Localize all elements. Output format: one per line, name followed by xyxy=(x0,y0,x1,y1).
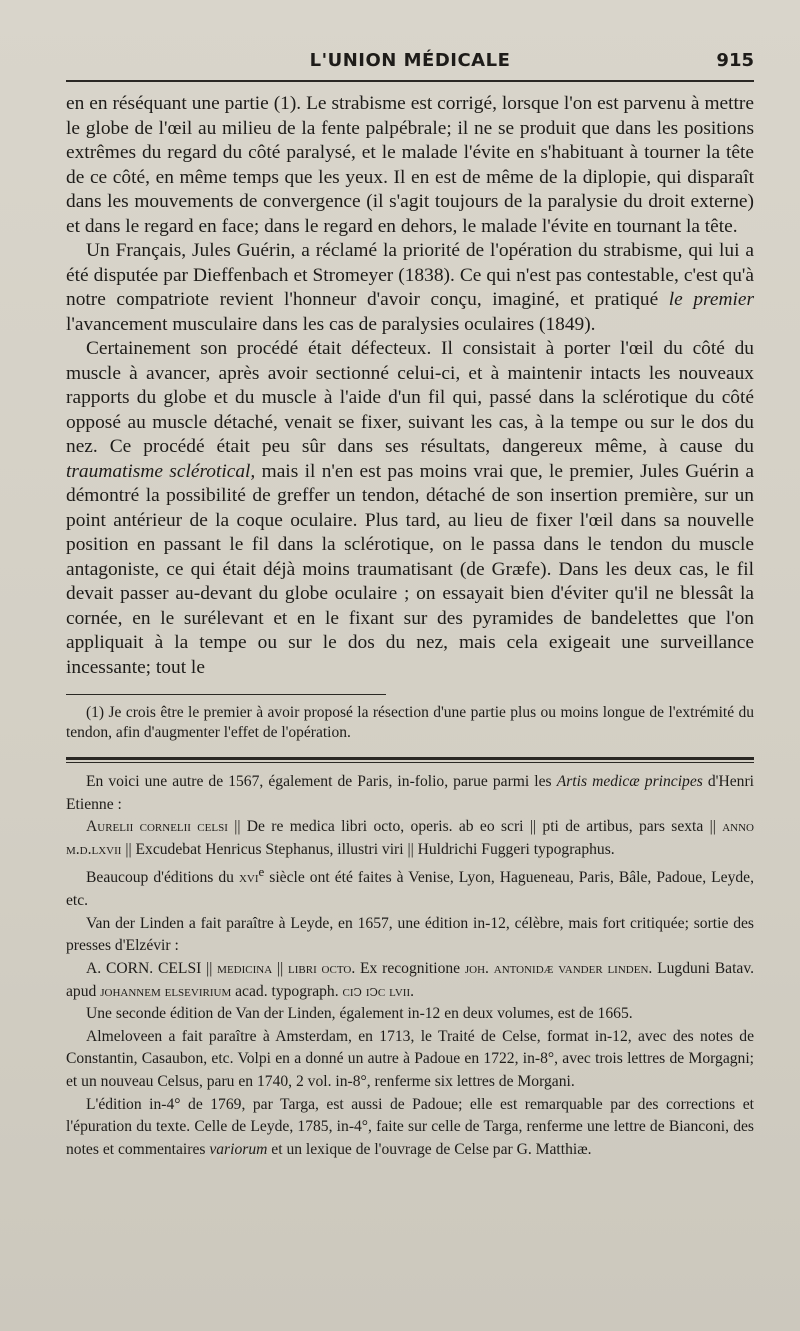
footnote-rule xyxy=(66,694,386,695)
bib-entry-5-text-e: acad. typograph. xyxy=(231,982,343,1000)
bib-entry-2-text-c: || Excudebat Henricus Stephanus, illustri viri || Huldrichi Fuggeri typographus. xyxy=(121,840,615,858)
main-text xyxy=(66,92,754,680)
bib-entry-1-text-b: d'Henri Etienne : xyxy=(66,773,754,813)
bib-entry-5-sc-2: libri octo xyxy=(288,959,352,977)
paragraph-3 xyxy=(66,337,754,680)
bib-entry-3 xyxy=(66,861,754,912)
paragraph-2-emphasis: le premier xyxy=(668,289,754,310)
paragraph-3-text-b: mais il n'en est pas moins vrai que, le premier, Jules Guérin a démontré la possibilité de greffer un tendon, détaché de son insertion première, sur un point antérieur de la coque oculaire. Plus tard, au lieu de fixer l'œil dans sa nouvelle position en passant le fil dans la sclérotique, on le passa dans le tendon du muscle antagoniste, ce qui était déjà moins traumatisant (de Græfe). Dans les deux cas, le fil devait passer au-devant du globe oculaire ; on essayait bien d'éviter qu'il ne blessât la cornée, en le surélevant et en le fixant sur des pyramides de bandelettes que l'on appliquait à la tempe ou sur le dos du nez, mais cela exigeait une surveillance incessante; tout le xyxy=(66,460,754,678)
bib-entry-2-text-b: || De re medica libri octo, operis. ab eo scri || pti de artibus, pars sexta || xyxy=(227,818,723,836)
page-header xyxy=(66,44,754,82)
bib-entry-4: Van der Linden a fait paraître à Leyde, en 1657, une édition in-12, célèbre, mais fort critiquée; sortie des presses d'Elzévir : xyxy=(66,914,754,955)
bib-entry-5-sc-3: joh. antonidæ vander linden xyxy=(464,959,649,977)
bib-entry-1-text-a: En voici une autre de 1567, également de Paris, in-folio, parue parmi les xyxy=(86,773,557,790)
bib-entry-8 xyxy=(66,1094,754,1162)
bib-entry-5 xyxy=(66,958,754,1003)
paragraph-2 xyxy=(66,239,754,337)
bib-entry-5-sc-5: ciↄ iↄc lvii xyxy=(342,982,411,1000)
bib-entry-2-smallcaps: Aurelii cornelii celsi xyxy=(86,818,228,836)
bib-entry-8-emphasis: variorum xyxy=(209,1140,268,1158)
page-number: 915 xyxy=(716,50,754,71)
bib-entry-5-text-c: . Ex recognitione xyxy=(351,959,465,977)
paragraph-2-text-b: l'avancement musculaire dans les cas de paralysies oculaires (1849). xyxy=(66,313,596,335)
bib-entry-5-text-b: || xyxy=(272,959,289,977)
bib-entry-8-text-a: L'édition in-4° de 1769, par Targa, est aussi de Padoue; elle est remarquable par des corrections et l'épuration du texte. Celle de Leyde, 1785, in-4°, faite sur celle de Targa, renferme une lettre de Bianconi, des notes et commentaires xyxy=(66,1095,754,1158)
bib-entry-5-sc-4: johannem elsevirium xyxy=(100,982,232,1000)
bib-entry-2-smallcaps-2: anno m.d.lxvii xyxy=(66,818,754,858)
bib-entry-3-text-b: siècle ont été faites à Venise, Lyon, Hagueneau, Paris, Bâle, Padoue, Leyde, etc. xyxy=(66,869,754,910)
bib-entry-1-emphasis: Artis medicæ principes xyxy=(556,773,703,790)
running-title: L'UNION MÉDICALE xyxy=(309,50,511,71)
bib-entry-3-century: xvi xyxy=(238,869,259,887)
bib-entry-3-sup: e xyxy=(258,864,265,880)
section-divider xyxy=(66,757,754,763)
paragraph-3-emphasis: traumatisme sclérotical, xyxy=(66,460,256,482)
bib-entry-1 xyxy=(66,771,754,816)
bib-entry-5-sc-1: medicina xyxy=(217,959,273,977)
bib-entry-7: Almeloveen a fait paraître à Amsterdam, en 1713, le Traité de Celse, format in-12, avec des notes de Constantin, Casaubon, etc. Volpi en a donné un autre à Padoue en 1722, in-8°, avec trois lettres de Morgagni; et un nouveau Celsus, paru en 1740, 2 vol. in-8°, renferme six lettres de Morgani. xyxy=(66,1027,754,1090)
bib-entry-6: Une seconde édition de Van der Linden, également in-12 en deux volumes, est de 1665. xyxy=(86,1005,633,1023)
paragraph-3-text-a: Certainement son procédé était défecteux. Il consistait à porter l'œil du côté du muscle à avancer, après avoir sectionné celui-ci, et à maintenir intacts les nouveaux rapports du globe et du muscle à l'aide d'un fil qui, passé dans la sclérotique du côté opposé au muscle détaché, venait se fixer, suivant les cas, à la tempe ou sur le dos du nez. Ce procédé était peu sûr dans ses résultats, dangereux même, à cause du xyxy=(66,338,754,457)
bib-entry-3-text-a: Beaucoup d'éditions du xyxy=(86,869,239,887)
bib-entry-8-text-b: et un lexique de l'ouvrage de Celse par G. Matthiæ. xyxy=(267,1140,592,1158)
bib-entry-2 xyxy=(66,816,754,861)
footnote: (1) Je crois être le premier à avoir proposé la résection d'une partie plus ou moins longue de l'extrémité du tendon, afin d'augmenter l'effet de l'opération. xyxy=(66,704,754,741)
bibliography-section xyxy=(66,771,754,1161)
bib-entry-5-text-d: . Lugduni Batav. apud xyxy=(66,959,755,1000)
paragraph-2-text-a: Un Français, Jules Guérin, a réclamé la priorité de l'opération du strabisme, qui lui a été disputée par Dieffenbach et Stromeyer (1838). Ce qui n'est pas contestable, c'est qu'à notre compatriote revient l'honneur d'avoir conçu, imaginé, et pratiqué xyxy=(66,240,754,310)
bib-entry-5-text-a: A. CORN. CELSI || xyxy=(86,959,218,977)
paragraph-1: en en réséquant une partie (1). Le strabisme est corrigé, lorsque l'on est parvenu à mettre le globe de l'œil au milieu de la fente palpébrale; il ne se produit que dans les positions extrêmes du regard du côté paralysé, et le malade l'évite en s'habituant à tourner la tête de ce côté, en même temps que les yeux. Il en est de même de la diplopie, qui disparaît dans les mouvements de convergence (il s'agit toujours de la paralysie du droit externe) et dans le regard en face; dans le regard en dehors, le malade l'évite en tournant la tête. xyxy=(66,93,754,237)
bib-entry-5-text-f: . xyxy=(410,982,415,1000)
